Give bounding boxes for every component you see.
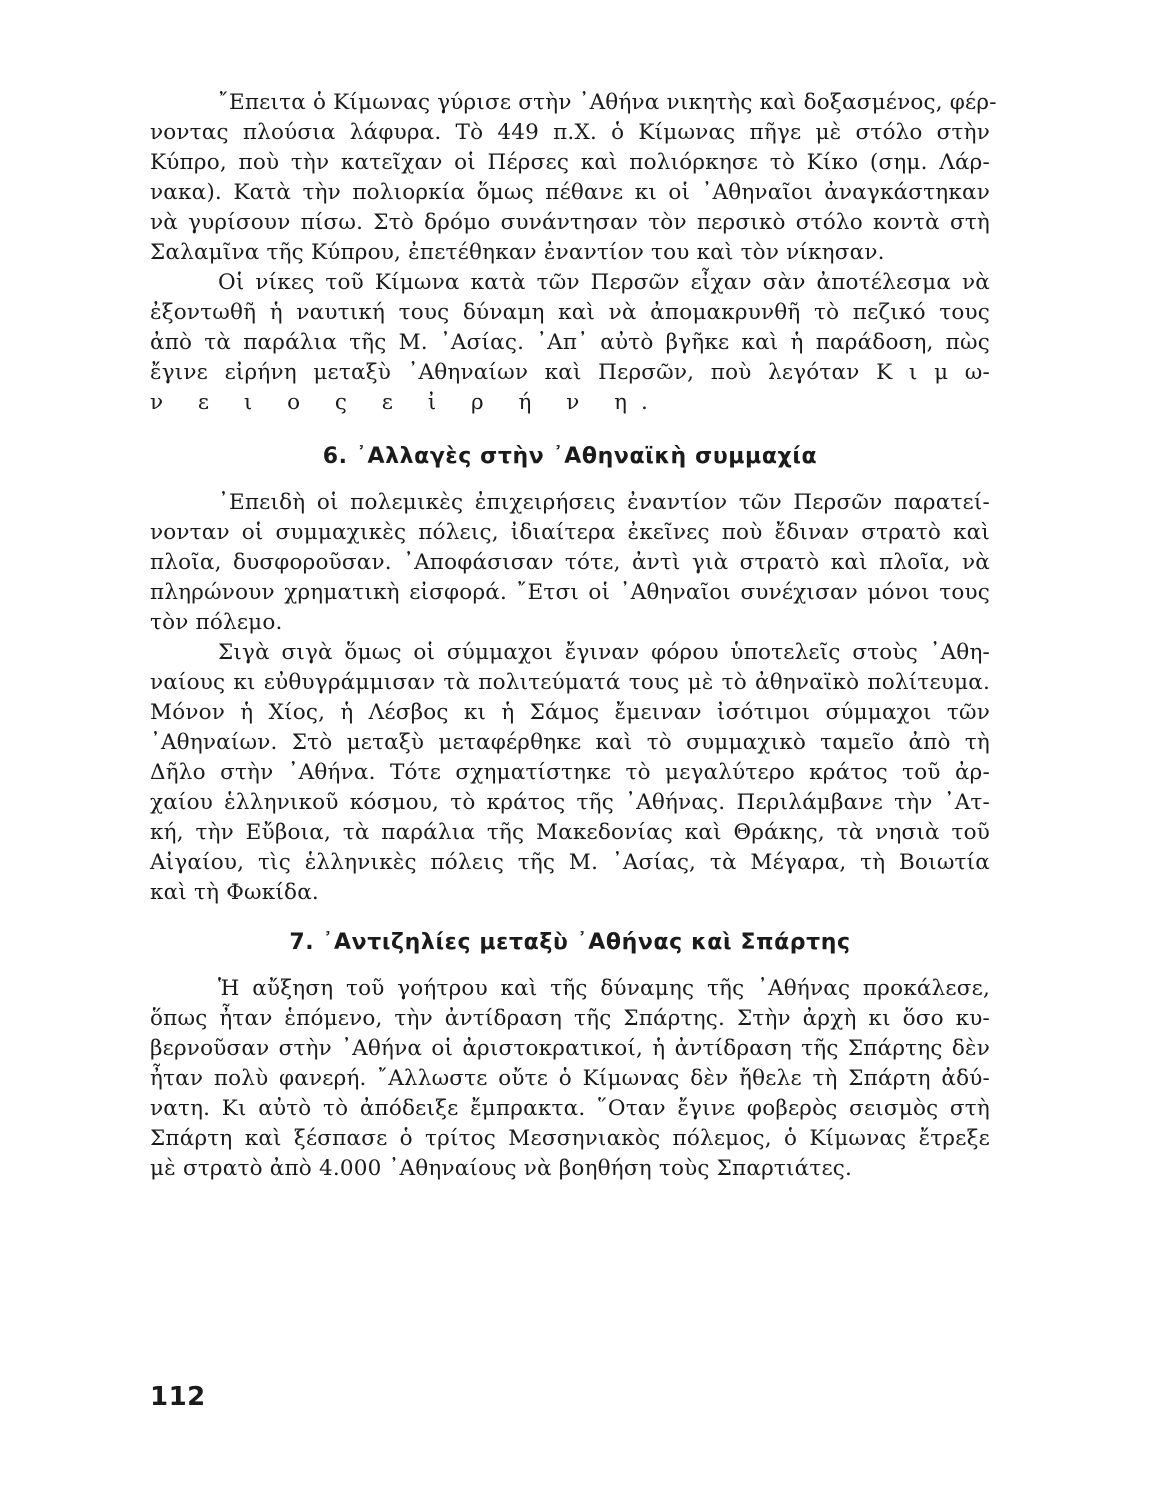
text-line: Σιγὰ σιγὰ ὅμως οἱ σύμμαχοι ἔγιναν φόρου ὑποτελεῖς στοὺς ᾿Αθη- — [218, 640, 990, 665]
text-line: πληρώνουν χρηματικὴ εἰσφορά. ῎Ετσι οἱ ᾿Αθηναῖοι συνέχισαν μόνοι τους — [150, 580, 990, 605]
paragraph — [150, 488, 990, 638]
text-line: τὸν πόλεμο. — [150, 610, 283, 635]
text-line: πλοῖα, δυσφοροῦσαν. ᾿Αποφάσισαν τότε, ἀντὶ γιὰ στρατὸ καὶ πλοῖα, νὰ — [150, 550, 990, 575]
text-line: νὰ γυρίσουν πίσω. Στὸ δρόμο συνάντησαν τὸν περσικὸ στόλο κοντὰ στὴ — [150, 210, 990, 235]
paragraph — [150, 268, 990, 418]
text-line: ἐξοντωθῆ ἡ ναυτική τους δύναμη καὶ νὰ ἀπομακρυνθῆ τὸ πεζικό τους — [150, 300, 990, 325]
text-line: Μόνον ἡ Χίος, ἡ Λέσβος κι ἡ Σάμος ἔμειναν ἰσότιμοι σύμμαχοι τῶν — [150, 700, 990, 725]
text-line: ῎Επειτα ὁ Κίμωνας γύρισε στὴν ᾿Αθήνα νικητὴς καὶ δοξασμένος, φέρ- — [218, 90, 997, 115]
text-line: νακα). Κατὰ τὴν πολιορκία ὅμως πέθανε κι οἱ ᾿Αθηναῖοι ἀναγκάστηκαν — [150, 180, 990, 205]
text-line: Σαλαμῖνα τῆς Κύπρου, ἐπετέθηκαν ἐναντίον του καὶ τὸν νίκησαν. — [150, 240, 885, 265]
section-heading: 7. ᾿Αντιζηλίες μεταξὺ ᾿Αθήνας καὶ Σπάρτης — [289, 930, 851, 955]
text-line: Σπάρτη καὶ ξέσπασε ὁ τρίτος Μεσσηνιακὸς πόλεμος, ὁ Κίμωνας ἔτρεξε — [150, 1126, 990, 1151]
text-line: ἦταν πολὺ φανερή. ῎Αλλωστε οὔτε ὁ Κίμωνας δὲν ἤθελε τὴ Σπάρτη ἀδύ- — [150, 1066, 990, 1091]
paragraph — [150, 638, 990, 908]
text-line: ν ε ι ο ς ε ἰ ρ ή ν η. — [150, 390, 662, 415]
text-line: ἀπὸ τὰ παράλια τῆς Μ. ᾿Ασίας. ᾿Απ᾿ αὐτὸ βγῆκε καὶ ἡ παράδοση, πὼς — [150, 330, 990, 355]
text-line: Δῆλο στὴν ᾿Αθήνα. Τότε σχηματίστηκε τὸ μεγαλύτερο κράτος τοῦ ἀρ- — [150, 760, 990, 785]
text-line: κή, τὴν Εὔβοια, τὰ παράλια τῆς Μακεδονίας καὶ Θράκης, τὰ νησιὰ τοῦ — [150, 820, 990, 845]
text-line: ναίους κι εὐθυγράμμισαν τὰ πολιτεύματά τους μὲ τὸ ἀθηναϊκὸ πολίτευμα. — [150, 670, 990, 695]
text-line: ᾿Επειδὴ οἱ πολεμικὲς ἐπιχειρήσεις ἐναντίον τῶν Περσῶν παρατεί- — [218, 490, 990, 515]
text-line: Οἱ νίκες τοῦ Κίμωνα κατὰ τῶν Περσῶν εἶχαν σὰν ἀποτέλεσμα νὰ — [218, 270, 990, 295]
paragraph — [150, 974, 990, 1184]
text-line: νονταν οἱ συμμαχικὲς πόλεις, ἰδιαίτερα ἐκεῖνες ποὺ ἔδιναν στρατὸ καὶ — [150, 520, 990, 545]
text-line: ἔγινε εἰρήνη μεταξὺ ᾿Αθηναίων καὶ Περσῶν, ποὺ λεγόταν Κ ι μ ω- — [150, 360, 990, 385]
text-line: Αἰγαίου, τὶς ἑλληνικὲς πόλεις τῆς Μ. ᾿Ασίας, τὰ Μέγαρα, τὴ Βοιωτία — [150, 850, 990, 875]
text-line: καὶ τὴ Φωκίδα. — [150, 880, 319, 905]
text-line: νατη. Κι αὐτὸ τὸ ἀπόδειξε ἔμπρακτα. ῞Οταν ἔγινε φοβερὸς σεισμὸς στὴ — [150, 1096, 990, 1121]
text-line: ᾿Αθηναίων. Στὸ μεταξὺ μεταφέρθηκε καὶ τὸ συμμαχικὸ ταμεῖο ἀπὸ τὴ — [150, 730, 990, 755]
text-line: χαίου ἑλληνικοῦ κόσμου, τὸ κράτος τῆς ᾿Αθήνας. Περιλάμβανε τὴν ᾿Ατ- — [150, 790, 990, 815]
text-line: Ἡ αὔξηση τοῦ γοήτρου καὶ τῆς δύναμης τῆς ᾿Αθήνας προκάλεσε, — [218, 976, 990, 1001]
text-line: μὲ στρατὸ ἀπὸ 4.000 ᾿Αθηναίους νὰ βοηθήση τοὺς Σπαρτιάτες. — [150, 1156, 853, 1181]
text-line: νοντας πλούσια λάφυρα. Τὸ 449 π.Χ. ὁ Κίμωνας πῆγε μὲ στόλο στὴν — [150, 120, 990, 145]
page-number: 112 — [150, 1382, 206, 1412]
text-line: ὅπως ἦταν ἑπόμενο, τὴν ἀντίδραση τῆς Σπάρτης. Στὴν ἀρχὴ κι ὅσο κυ- — [150, 1006, 990, 1031]
page-body — [150, 88, 997, 1184]
section-heading: 6. ᾿Αλλαγὲς στὴν ᾿Αθηναϊκὴ συμμαχία — [322, 444, 818, 469]
text-line: βερνοῦσαν στὴν ᾿Αθήνα οἱ ἀριστοκρατικοί, ἡ ἀντίδραση τῆς Σπάρτης δὲν — [150, 1036, 990, 1061]
text-line: Κύπρο, ποὺ τὴν κατεῖχαν οἱ Πέρσες καὶ πολιόρκησε τὸ Κίκο (σημ. Λάρ- — [150, 150, 990, 175]
paragraph — [150, 88, 997, 268]
